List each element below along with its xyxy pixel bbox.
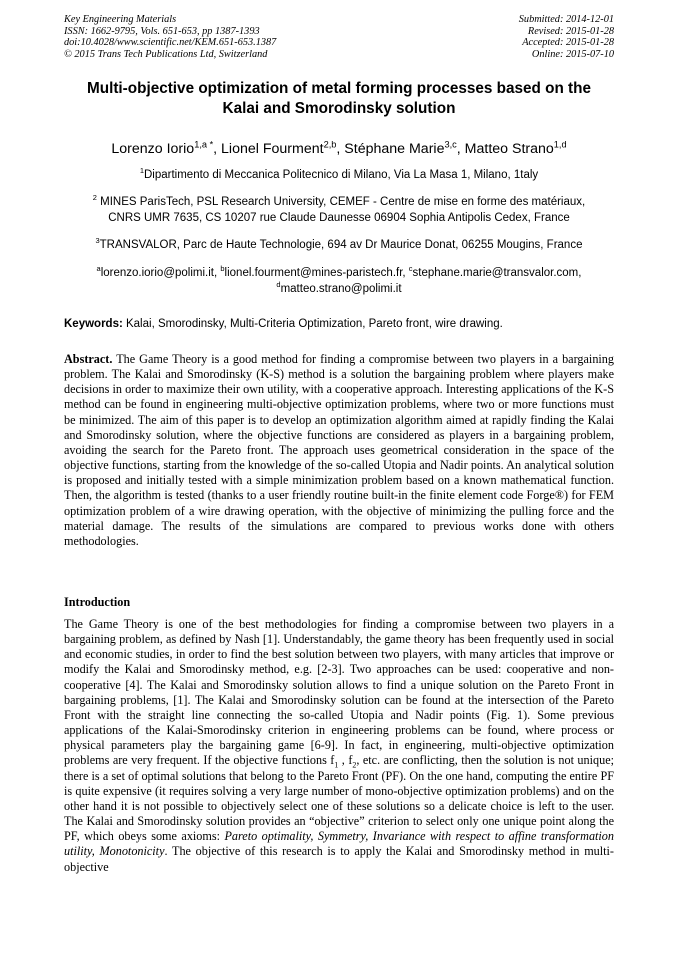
subscript: 2 (352, 760, 357, 770)
issn-line: ISSN: 1662-9795, Vols. 651-653, pp 1387-1393 (64, 25, 260, 37)
accepted-date: Accepted: 2015-01-28 (522, 37, 614, 49)
revised-date: Revised: 2015-01-28 (527, 25, 614, 37)
section-heading-introduction: Introduction (64, 595, 131, 609)
affiliation-text: MINES ParisTech, PSL Research University, CEMEF - Centre de mise en forme des matériaux, (96, 196, 586, 208)
affiliation-sup: 2 (92, 193, 97, 203)
author-name: Stéphane Marie (344, 141, 445, 157)
author-sup: 1,a * (194, 139, 214, 150)
author-sup: 2,b (323, 139, 337, 150)
abstract (64, 352, 614, 549)
email-link[interactable]: matteo.strano@polimi.it (280, 283, 402, 295)
affiliation-2 (20, 194, 658, 226)
email-sup: d (276, 280, 281, 290)
affiliation-sup: 3 (95, 236, 100, 246)
author-separator: , (456, 141, 465, 157)
title-line-2: Kalai and Smorodinsky solution (222, 100, 456, 117)
affiliation-sup: 1 (139, 166, 144, 176)
email-sup: a (96, 264, 101, 274)
intro-part-mid: , f (338, 753, 353, 768)
submission-dates (519, 14, 614, 60)
axioms-list: Pareto optimality, Symmetry, Invariance with respect to affine transformation utility, Monotonicity (64, 829, 614, 859)
title-line-1: Multi-objective optimization of metal forming processes based on the (86, 80, 591, 97)
affiliation-text: CNRS UMR 7635, CS 10207 rue Claude Daunesse 06904 Sophia Antipolis Cedex, France (108, 212, 570, 224)
keywords (64, 318, 503, 330)
intro-part-3: . The objective of this research is to apply the Kalai and Smorodinsky method in multi-objective (64, 844, 614, 874)
paper-title (40, 79, 638, 119)
author-separator: , (213, 141, 222, 157)
subscript: 1 (334, 760, 339, 770)
email-sup: b (220, 264, 225, 274)
copyright-line: © 2015 Trans Tech Publications Ltd, Switzerland (64, 48, 268, 60)
author-list (20, 141, 658, 157)
submitted-date: Submitted: 2014-12-01 (518, 14, 614, 25)
affiliation-text: TRANSVALOR, Parc de Haute Technologie, 694 av Dr Maurice Donat, 06255 Mougins, France (99, 239, 583, 251)
email-sup: c (408, 264, 413, 274)
intro-part-1: The Game Theory is one of the best methodologies for finding a compromise between two players in a bargaining problem, as defined by Nash [1]. Understandably, the game theory has been frequently used in social and economic studies, in order to find the best solution between two players, with many articles that improve or modify the Kalai and Smorodinsky method, e.g. [2-3]. Two approaches can be used: cooperative and non-cooperative [4]. The Kalai and Smorodinsky solution allows to find a unique solution on the Pareto Front in bargaining problems, [1]. The Kalai and Smorodinsky solution can be found at the intersection of the Pareto Front with the straight line connecting the so-called Utopia and Nadir points (Fig. 1). Some previous applications of the Kalai-Smorodinsky criterion in engineering problems can be found, where process or physical parameters play the bargaining game [6-9]. In fact, in engineering, multi-objective optimization problems are very frequent. If the objective functions f (64, 617, 614, 768)
email-link[interactable]: lorenzo.iorio@polimi.it, (100, 267, 221, 279)
author-sup: 1,d (553, 139, 567, 150)
email-list (20, 265, 658, 297)
online-date: Online: 2015-07-10 (531, 48, 614, 60)
affiliation-3 (20, 237, 658, 253)
email-link[interactable]: lionel.fourment@mines-paristech.fr, (224, 267, 409, 279)
introduction-text (64, 617, 614, 875)
intro-part-2: , etc. are conflicting, then the solution is not unique; there is a set of optimal solutions that belong to the Pareto Front (PF). On the one hand, computing the entire PF is quite expensive (it requires solving a very large number of mono-objective optimization problems) and on the other hand it is not possible to objectively select one of these solutions so a delicate choice is left to the user. The Kalai and Smorodinsky solution provides an “objective” criterion to select only one unique point along the PF, which obeys some axioms: (64, 753, 614, 844)
doi-line: doi:10.4028/www.scientific.net/KEM.651-653.1387 (64, 37, 277, 49)
abstract-label: Abstract. (64, 352, 113, 366)
journal-info (64, 14, 276, 60)
author-separator: , (336, 141, 345, 157)
author-sup: 3,c (444, 139, 457, 150)
author-name: Lionel Fourment (221, 141, 324, 157)
affiliation-1 (20, 167, 658, 183)
keywords-label: Keywords: (64, 318, 123, 330)
affiliation-text: Dipartimento di Meccanica Politecnico di Milano, Via La Masa 1, Milano, 1taly (143, 169, 539, 181)
journal-name: Key Engineering Materials (64, 14, 177, 25)
abstract-text: The Game Theory is a good method for finding a compromise between two players in a bargaining problem. The Kalai and Smorodinsky (K-S) method is a solution the bargaining problem where players make decisions in order to maximize their own utility, with a cooperative approach. Interesting applications of the K-S method can be found in engineering multi-objective optimization problems, where two or more functions must be minimized. The aim of this paper is to develop an optimization algorithm aimed at rapidly finding the Kalai and Smorodinsky solution, where the objective functions are considered as players in a bargaining problem, avoiding the search for the Pareto front. The approach uses geometrical consideration in the space of the objective functions, starting from the knowledge of the so-called Utopia and Nadir points. An analytical solution is proposed and initially tested with a simple minimization problem based on a known mathematical function. Then, the algorithm is tested (thanks to a user friendly routine built-in the finite element code Forge®) for FEM optimization problem of a wire drawing operation, with the objective of minimizing the pulling force and the material damage. The results of the simulations are compared to previous works done with others methodologies. (64, 352, 614, 548)
author-name: Matteo Strano (464, 141, 554, 157)
author-name: Lorenzo Iorio (111, 141, 195, 157)
keywords-text: Kalai, Smorodinsky, Multi-Criteria Optimization, Pareto front, wire drawing. (122, 318, 503, 330)
email-link[interactable]: stephane.marie@transvalor.com, (412, 267, 582, 279)
